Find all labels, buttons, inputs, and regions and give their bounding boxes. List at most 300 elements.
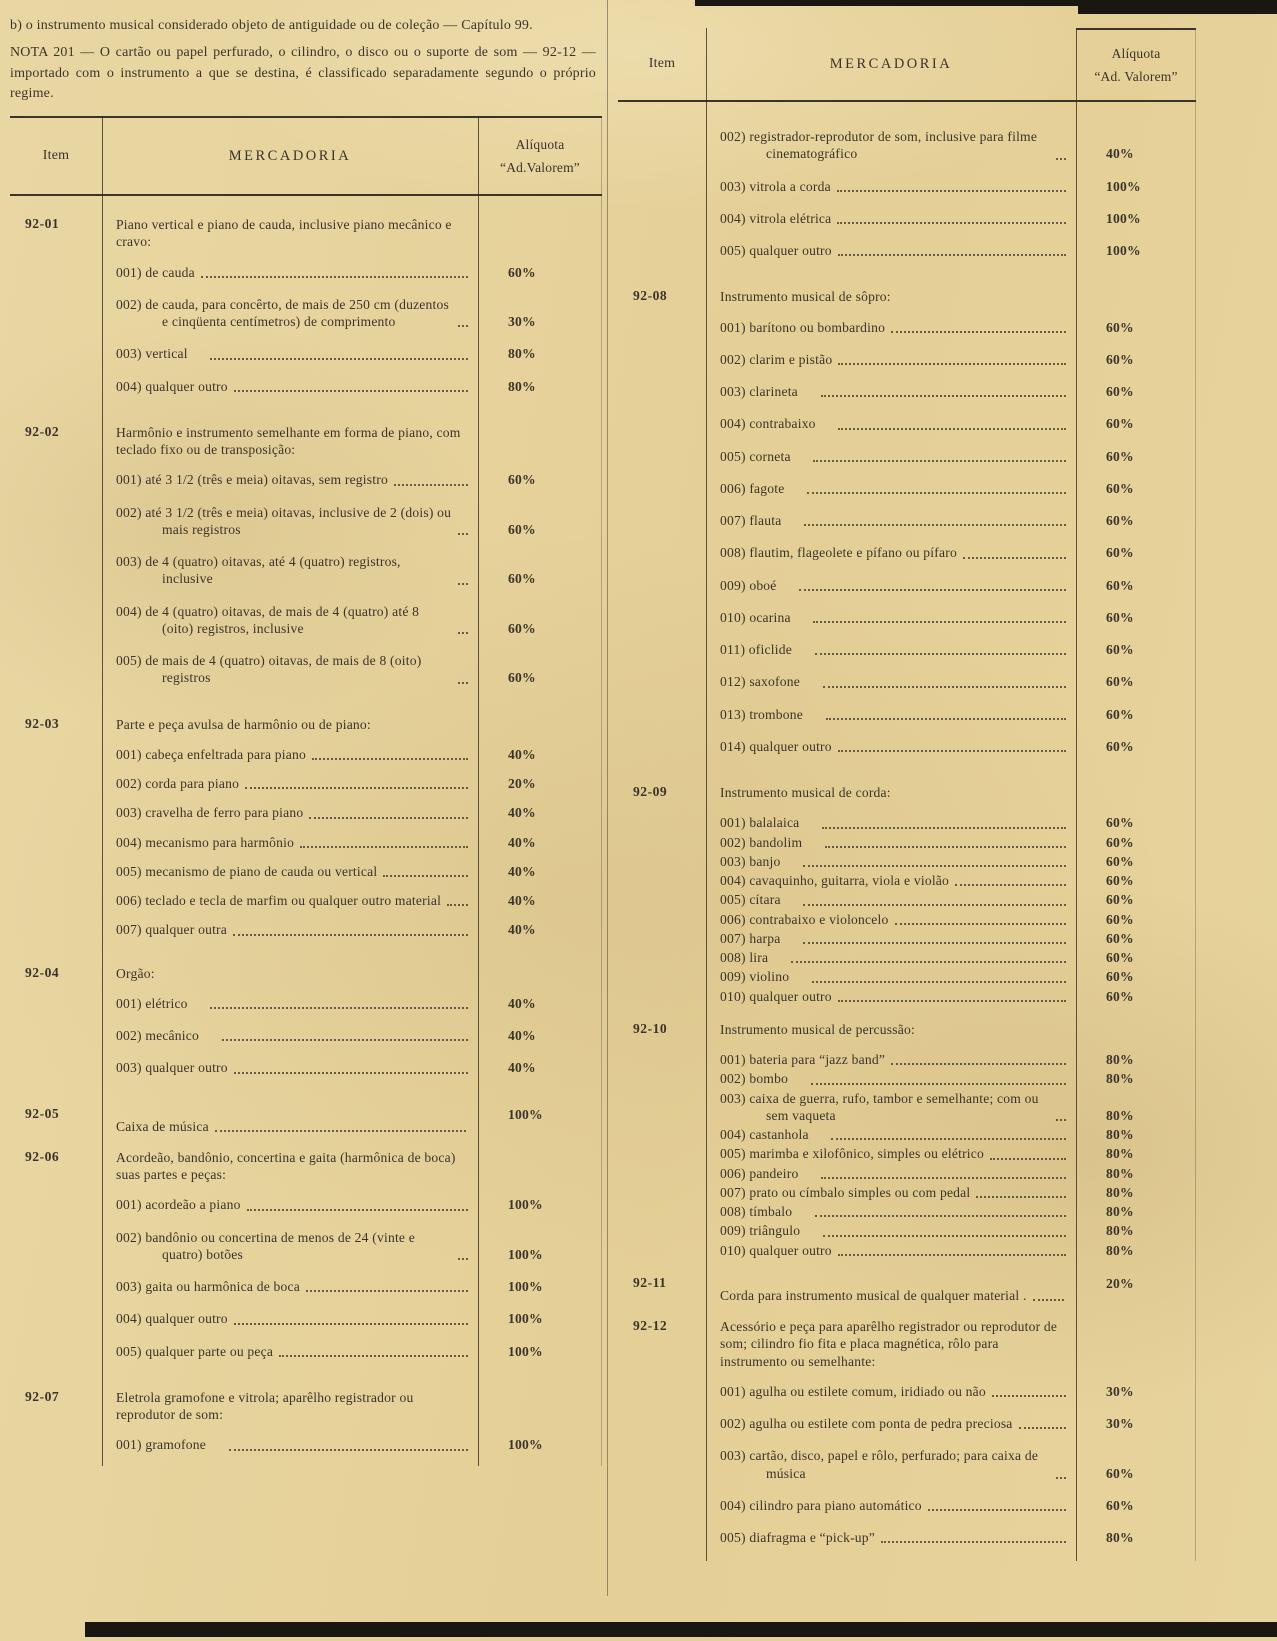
section-title bbox=[706, 1275, 1076, 1304]
aliquota-value: 60% bbox=[508, 571, 536, 587]
tariff-entry bbox=[102, 378, 478, 395]
tariff-entry bbox=[706, 1222, 1076, 1239]
entry-label: 003) clarineta bbox=[720, 384, 798, 399]
dot-leader bbox=[815, 653, 1066, 655]
dot-leader bbox=[813, 621, 1066, 623]
entry-label: 002) bandolim bbox=[720, 834, 803, 850]
entry-label: 008) lira bbox=[720, 950, 769, 965]
tariff-entry bbox=[706, 1145, 1076, 1162]
dot-leader bbox=[838, 750, 1066, 752]
entry-label: 003) banjo bbox=[720, 853, 781, 869]
aliquota-value: 40% bbox=[508, 834, 536, 850]
aliquota-value: 30% bbox=[508, 314, 536, 330]
scan-edge-artifact-bottom bbox=[85, 1622, 1277, 1637]
dot-leader bbox=[234, 1072, 468, 1074]
item-number: 92-09 bbox=[633, 784, 668, 799]
entry-label: 002) clarim e pistão bbox=[720, 351, 833, 367]
tariff-entry bbox=[102, 892, 478, 909]
aliquota-value: 80% bbox=[1106, 1184, 1134, 1200]
entry-label: 001) de cauda bbox=[116, 264, 195, 280]
header-item: Item bbox=[42, 148, 70, 164]
aliquota-value: 60% bbox=[1106, 988, 1134, 1004]
tariff-entry bbox=[706, 351, 1076, 368]
dot-leader bbox=[300, 846, 468, 848]
dot-leader bbox=[279, 1355, 468, 1357]
dot-leader bbox=[803, 865, 1066, 867]
aliquota-value: 40% bbox=[508, 893, 536, 909]
column-rule-right-edge bbox=[1195, 28, 1196, 1561]
dot-leader bbox=[976, 1196, 1066, 1198]
dot-leader bbox=[837, 222, 1066, 224]
entry-label: 001) agulha ou estilete comum, iridiado ou não bbox=[720, 1383, 986, 1399]
section-title: Instrumento musical de percussão: bbox=[720, 1021, 915, 1037]
entry-label: 010) ocarina bbox=[720, 609, 791, 625]
dot-leader bbox=[838, 1254, 1066, 1256]
entry-label: 001) cabeça enfeltrada para piano bbox=[116, 746, 307, 762]
section-title: Acessório e peça para aparêlho registrador ou reprodutor de som; cilindro fio fita e placa magnética, rôlo para instrumento ou semelhante: bbox=[720, 1319, 1058, 1369]
tariff-entry bbox=[102, 296, 478, 331]
aliquota-value: 60% bbox=[1106, 545, 1134, 561]
tariff-entry bbox=[706, 415, 1076, 432]
entry-label: 006) contrabaixo e violoncelo bbox=[720, 911, 889, 927]
entry-label: 007) harpa bbox=[720, 930, 781, 946]
dot-leader bbox=[234, 390, 468, 392]
tariff-entry bbox=[706, 738, 1076, 755]
entry-label: 005) mecanismo de piano de cauda ou vertical bbox=[116, 863, 378, 879]
dot-leader bbox=[215, 1130, 466, 1132]
aliquota-value: 40% bbox=[508, 863, 536, 879]
tariff-entry bbox=[706, 1165, 1076, 1182]
aliquota-value: 100% bbox=[1106, 210, 1141, 226]
aliquota-value: 60% bbox=[1106, 892, 1134, 908]
dot-leader bbox=[306, 1290, 468, 1292]
entry-label: 001) elétrico bbox=[116, 995, 188, 1011]
tariff-entry bbox=[706, 1184, 1076, 1201]
tariff-entry bbox=[102, 264, 478, 281]
item-number: 92-05 bbox=[25, 1105, 60, 1121]
aliquota-value: 20% bbox=[508, 776, 536, 792]
aliquota-value: 60% bbox=[1106, 351, 1134, 367]
aliquota-value: 100% bbox=[1106, 243, 1141, 258]
tariff-entry bbox=[102, 1196, 478, 1213]
dot-leader bbox=[803, 904, 1066, 906]
tariff-section bbox=[10, 1106, 602, 1135]
tariff-entry bbox=[706, 1070, 1076, 1087]
aliquota-value: 100% bbox=[508, 1343, 543, 1359]
tariff-entry bbox=[102, 746, 478, 763]
aliquota-value: 80% bbox=[1106, 1530, 1134, 1545]
aliquota-value: 80% bbox=[1106, 1165, 1134, 1181]
dot-leader bbox=[383, 875, 468, 877]
header-item: Item bbox=[648, 56, 676, 71]
item-number: 92-07 bbox=[25, 1388, 60, 1404]
item-number: 92-04 bbox=[25, 964, 60, 980]
tariff-entry bbox=[706, 1051, 1076, 1068]
entry-label: 002) agulha ou estilete com ponta de pedra preciosa bbox=[720, 1416, 1013, 1431]
entry-label: 009) triângulo bbox=[720, 1223, 801, 1239]
aliquota-value: 60% bbox=[508, 521, 536, 537]
aliquota-value: 100% bbox=[508, 1246, 543, 1262]
table-body-right bbox=[618, 102, 1196, 1561]
dot-leader bbox=[815, 1215, 1066, 1217]
aliquota-value: 60% bbox=[1106, 853, 1134, 869]
aliquota-value: 80% bbox=[1106, 1127, 1134, 1142]
tariff-entry bbox=[706, 930, 1076, 947]
tariff-entry bbox=[706, 480, 1076, 497]
dot-leader bbox=[312, 758, 468, 760]
item-number: 92-01 bbox=[25, 216, 60, 232]
aliquota-value: 80% bbox=[1106, 1071, 1134, 1087]
aliquota-value: 60% bbox=[508, 472, 536, 488]
tariff-entry bbox=[706, 544, 1076, 561]
tariff-section bbox=[618, 1318, 1196, 1561]
tariff-entry bbox=[706, 319, 1076, 336]
aliquota-value: 60% bbox=[1106, 642, 1134, 657]
entry-label: 001) barítono ou bombardino bbox=[720, 319, 886, 335]
entry-label: 005) corneta bbox=[720, 448, 791, 464]
tariff-section bbox=[10, 965, 602, 1092]
section-title: Piano vertical e piano de cauda, inclusive piano mecânico e cravo: bbox=[116, 217, 452, 250]
aliquota-value: 60% bbox=[1106, 513, 1134, 528]
dot-leader bbox=[992, 1395, 1066, 1397]
entry-label: 004) qualquer outro bbox=[116, 1311, 228, 1327]
tariff-entry bbox=[706, 872, 1076, 889]
dot-leader bbox=[807, 492, 1066, 494]
entry-label: 009) oboé bbox=[720, 577, 777, 593]
tariff-entry bbox=[102, 804, 478, 821]
left-column bbox=[10, 16, 602, 1480]
aliquota-value: 100% bbox=[508, 1279, 543, 1295]
entry-label: 004) vitrola elétrica bbox=[720, 210, 832, 226]
section-title: Orgão: bbox=[116, 965, 155, 981]
tariff-entry bbox=[706, 706, 1076, 723]
table-body-left bbox=[10, 196, 602, 1466]
aliquota-value: 60% bbox=[1106, 1497, 1134, 1513]
dot-leader bbox=[458, 583, 468, 585]
aliquota-value: 80% bbox=[1106, 1052, 1134, 1067]
section-title: Acordeão, bandônio, concertina e gaita (harmônica de boca) suas partes e peças: bbox=[116, 1149, 456, 1183]
tariff-section bbox=[10, 424, 602, 702]
entry-label: 004) qualquer outro bbox=[116, 378, 228, 394]
scan-edge-artifact-top-right bbox=[1078, 0, 1277, 14]
entry-label: 003) qualquer outro bbox=[116, 1060, 228, 1076]
entry-label: 003) cartão, disco, papel e rôlo, perfurado; para caixa de música bbox=[720, 1448, 1039, 1481]
tariff-entry bbox=[102, 1310, 478, 1327]
tariff-entry bbox=[102, 995, 478, 1012]
aliquota-value: 30% bbox=[1106, 1416, 1134, 1431]
tariff-section bbox=[10, 716, 602, 951]
entry-label: 003) gaita ou harmônica de boca bbox=[116, 1279, 300, 1295]
dot-leader bbox=[210, 358, 468, 360]
dot-leader bbox=[1056, 158, 1066, 160]
tariff-entry bbox=[706, 577, 1076, 594]
aliquota-value: 60% bbox=[1106, 448, 1134, 464]
aliquota-value: 60% bbox=[1106, 706, 1134, 722]
dot-leader bbox=[838, 428, 1066, 430]
dot-leader bbox=[837, 190, 1066, 192]
aliquota-value: 80% bbox=[1106, 1204, 1134, 1219]
entry-label: 009) violino bbox=[720, 969, 790, 985]
tariff-entry bbox=[102, 1343, 478, 1360]
table-header-right bbox=[618, 28, 1196, 102]
aliquota-value: 60% bbox=[1106, 577, 1134, 593]
dot-leader bbox=[1019, 1427, 1066, 1429]
entry-label: 006) fagote bbox=[720, 480, 785, 496]
tariff-entry bbox=[706, 1242, 1076, 1259]
tariff-table-right bbox=[618, 28, 1196, 1561]
dot-leader bbox=[813, 460, 1066, 462]
tariff-entry bbox=[706, 1126, 1076, 1143]
dot-leader bbox=[458, 533, 468, 535]
dot-leader bbox=[821, 395, 1066, 397]
section-title: Parte e peça avulsa de harmônio ou de piano: bbox=[116, 716, 371, 732]
aliquota-value: 100% bbox=[508, 1437, 543, 1453]
tariff-section bbox=[10, 216, 602, 410]
dot-leader bbox=[309, 817, 468, 819]
dot-leader bbox=[222, 1039, 468, 1041]
entry-label: 001) gramofone bbox=[116, 1437, 206, 1453]
tariff-section bbox=[10, 1389, 602, 1466]
entry-label: 003) de 4 (quatro) oitavas, até 4 (quatro) registros, inclusive bbox=[116, 554, 401, 587]
dot-leader bbox=[825, 846, 1066, 848]
column-rule-aliquota bbox=[478, 116, 479, 1466]
tariff-entry bbox=[102, 1436, 478, 1453]
aliquota-value: 60% bbox=[1106, 834, 1134, 850]
section-title: Instrumento musical de corda: bbox=[720, 785, 891, 800]
aliquota-value: 40% bbox=[508, 995, 536, 1011]
tariff-entry bbox=[102, 834, 478, 851]
entry-label: 004) cavaquinho, guitarra, viola e violão bbox=[720, 873, 950, 888]
dot-leader bbox=[955, 884, 1066, 886]
dot-leader bbox=[245, 787, 468, 789]
dot-leader bbox=[928, 1509, 1066, 1511]
aliquota-value: 60% bbox=[1106, 930, 1134, 946]
tariff-entry bbox=[706, 949, 1076, 966]
tariff-entry bbox=[706, 673, 1076, 690]
tariff-entry bbox=[706, 448, 1076, 465]
nota-201: NOTA 201 — O cartão ou papel perfurado, o cilindro, o disco ou o suporte de som — 92-12 — importado com o instrumento a que se destina, é classificado separadamente segundo o próprio regime. bbox=[10, 45, 596, 101]
tariff-entry bbox=[706, 178, 1076, 195]
tariff-entry bbox=[706, 1203, 1076, 1220]
entry-label: 010) qualquer outro bbox=[720, 988, 832, 1004]
aliquota-value: 100% bbox=[1106, 178, 1141, 194]
dot-leader bbox=[458, 632, 468, 634]
dot-leader bbox=[799, 589, 1066, 591]
column-rule-item bbox=[706, 28, 707, 1561]
tariff-entry bbox=[706, 242, 1076, 259]
entry-label: 008) tímbalo bbox=[720, 1204, 793, 1219]
tariff-entry bbox=[706, 814, 1076, 831]
aliquota-value: 40% bbox=[508, 746, 536, 762]
entry-label: 005) marimba e xilofônico, simples ou elétrico bbox=[720, 1146, 985, 1162]
entry-label: 005) de mais de 4 (quatro) oitavas, de mais de 8 (oito) registros bbox=[116, 653, 422, 686]
aliquota-value: 60% bbox=[1106, 609, 1134, 625]
header-advalorem-line2: “Ad. Valorem” bbox=[1094, 68, 1178, 84]
tariff-entry bbox=[706, 891, 1076, 908]
tariff-entry bbox=[706, 128, 1076, 163]
aliquota-value: 60% bbox=[1106, 815, 1134, 831]
preamble-notes bbox=[10, 16, 602, 104]
dot-leader bbox=[1056, 1477, 1066, 1479]
entry-label: 001) acordeão a piano bbox=[116, 1197, 241, 1213]
item-number: 92-12 bbox=[633, 1318, 668, 1333]
dot-leader bbox=[791, 961, 1066, 963]
aliquota-value: 40% bbox=[508, 1028, 536, 1044]
entry-label: 013) trombone bbox=[720, 706, 804, 722]
section-title-text: Caixa de música bbox=[116, 1118, 209, 1134]
item-number: 92-06 bbox=[25, 1148, 60, 1164]
tariff-entry bbox=[102, 1027, 478, 1044]
entry-label: 003) vertical bbox=[116, 346, 188, 362]
dot-leader bbox=[821, 1177, 1066, 1179]
column-rule-aliquota bbox=[1076, 28, 1077, 1561]
dot-leader bbox=[1056, 1119, 1066, 1121]
section-title bbox=[102, 1106, 478, 1135]
section-title: Instrumento musical de sôpro: bbox=[720, 289, 891, 305]
aliquota-value: 40% bbox=[508, 805, 536, 821]
tariff-entry bbox=[102, 1278, 478, 1295]
tariff-table-left bbox=[10, 116, 602, 1466]
entry-label: 003) cravelha de ferro para piano bbox=[116, 805, 304, 821]
dot-leader bbox=[891, 1063, 1066, 1065]
entry-label: 002) corda para piano bbox=[116, 776, 240, 792]
aliquota-value: 20% bbox=[1106, 1275, 1134, 1291]
table-header-left bbox=[10, 116, 602, 196]
entry-label: 001) balalaica bbox=[720, 815, 800, 831]
aliquota-value: 80% bbox=[1106, 1242, 1134, 1258]
dot-leader bbox=[838, 363, 1066, 365]
entry-label: 005) qualquer outro bbox=[720, 243, 832, 258]
tariff-entry bbox=[102, 471, 478, 488]
entry-label: 004) de 4 (quatro) oitavas, de mais de 4 (quatro) até 8 (oito) registros, inclusive bbox=[116, 603, 420, 636]
entry-label: 001) até 3 1/2 (três e meia) oitavas, sem registro bbox=[116, 472, 388, 488]
tariff-section bbox=[618, 128, 1196, 274]
aliquota-value: 60% bbox=[1106, 416, 1134, 432]
entry-label: 002) registrador-reprodutor de som, inclusive para filme cinematográfico bbox=[720, 129, 1038, 162]
tariff-entry bbox=[706, 512, 1076, 529]
header-aliquota bbox=[1076, 28, 1196, 100]
tariff-entry bbox=[706, 1447, 1076, 1482]
dot-leader bbox=[201, 276, 468, 278]
dot-leader bbox=[247, 1209, 468, 1211]
entry-label: 007) prato ou címbalo simples ou com pedal bbox=[720, 1184, 971, 1200]
tariff-entry bbox=[102, 504, 478, 539]
dot-leader bbox=[234, 1323, 468, 1325]
header-mercadoria: MERCADORIA bbox=[829, 55, 953, 72]
tariff-entry bbox=[706, 853, 1076, 870]
dot-leader bbox=[826, 718, 1066, 720]
dot-leader bbox=[210, 1007, 468, 1009]
item-number: 92-10 bbox=[633, 1020, 668, 1036]
aliquota-value: 30% bbox=[1106, 1383, 1134, 1399]
entry-label: 004) castanhola bbox=[720, 1127, 809, 1142]
entry-label: 004) cilindro para piano automático bbox=[720, 1497, 922, 1513]
aliquota-value: 60% bbox=[1106, 384, 1134, 399]
aliquota-value: 100% bbox=[508, 1197, 543, 1213]
section-title: Harmônio e instrumento semelhante em forma de piano, com teclado fixo ou de transposição: bbox=[116, 424, 461, 458]
entry-label: 012) saxofone bbox=[720, 674, 800, 690]
entry-label: 003) caixa de guerra, rufo, tambor e semelhante; com ou sem vaqueta bbox=[720, 1090, 1039, 1123]
aliquota-value: 60% bbox=[1106, 911, 1134, 927]
column-rule-right-edge bbox=[601, 116, 602, 1466]
dot-leader bbox=[812, 981, 1066, 983]
dot-leader bbox=[458, 682, 468, 684]
dot-leader bbox=[458, 1258, 468, 1260]
aliquota-value: 60% bbox=[1106, 738, 1134, 754]
header-advalorem-line2: “Ad.Valorem” bbox=[500, 159, 580, 175]
entry-label: 014) qualquer outro bbox=[720, 738, 832, 754]
tariff-entry bbox=[706, 1497, 1076, 1514]
aliquota-value: 60% bbox=[1106, 1465, 1134, 1481]
right-column bbox=[618, 16, 1196, 1575]
entry-label: 006) teclado e tecla de marfim ou qualquer outro material bbox=[116, 893, 442, 909]
tariff-entry bbox=[706, 1383, 1076, 1400]
tariff-entry bbox=[706, 1529, 1076, 1546]
aliquota-value: 60% bbox=[1106, 674, 1134, 690]
tariff-entry bbox=[102, 921, 478, 938]
tariff-section bbox=[618, 288, 1196, 770]
tariff-entry bbox=[102, 863, 478, 880]
aliquota-value: 60% bbox=[1106, 873, 1134, 888]
dot-leader bbox=[823, 1235, 1066, 1237]
dot-leader bbox=[838, 1000, 1066, 1002]
item-number: 92-08 bbox=[633, 288, 668, 304]
item-number bbox=[618, 128, 706, 178]
aliquota-value: 60% bbox=[1106, 950, 1134, 965]
dot-leader bbox=[803, 942, 1066, 944]
header-mercadoria: MERCADORIA bbox=[228, 147, 352, 164]
entry-label: 002) até 3 1/2 (três e meia) oitavas, inclusive de 2 (dois) ou mais registros bbox=[116, 504, 452, 537]
tariff-entry bbox=[706, 968, 1076, 985]
aliquota-value: 60% bbox=[508, 264, 536, 280]
entry-label: 002) mecânico bbox=[116, 1028, 199, 1044]
aliquota-value: 60% bbox=[1106, 480, 1134, 496]
entry-label: 002) de cauda, para concêrto, de mais de 250 cm (duzentos e cinqüenta centímetros) de comprimento bbox=[116, 296, 449, 330]
dot-leader bbox=[394, 484, 468, 486]
tariff-section bbox=[618, 1021, 1196, 1261]
tariff-section bbox=[10, 1149, 602, 1375]
tariff-entry bbox=[706, 911, 1076, 928]
dot-leader bbox=[963, 557, 1066, 559]
aliquota-value: 60% bbox=[1106, 969, 1134, 985]
entry-label: 010) qualquer outro bbox=[720, 1242, 832, 1258]
tariff-entry bbox=[706, 1090, 1076, 1125]
header-aliquota-line1: Alíquota bbox=[1111, 45, 1161, 61]
entry-label: 005) cítara bbox=[720, 892, 781, 908]
dot-leader bbox=[1033, 1299, 1064, 1301]
entry-label: 006) pandeiro bbox=[720, 1165, 799, 1181]
aliquota-value: 100% bbox=[508, 1106, 543, 1122]
aliquota-value: 80% bbox=[508, 346, 536, 362]
aliquota-value: 60% bbox=[508, 670, 536, 686]
tariff-section bbox=[618, 784, 1196, 1007]
header-aliquota-line1: Alíquota bbox=[515, 136, 565, 152]
entry-label: 011) oficlide bbox=[720, 642, 792, 657]
dot-leader bbox=[233, 934, 468, 936]
note-b: b) o instrumento musical considerado objeto de antiguidade ou de coleção — Capítulo 99. bbox=[10, 18, 533, 33]
item-number: 92-11 bbox=[633, 1274, 667, 1290]
tariff-entry bbox=[706, 1415, 1076, 1432]
entry-label: 003) vitrola a corda bbox=[720, 178, 831, 194]
dot-leader bbox=[891, 331, 1066, 333]
dot-leader bbox=[458, 325, 468, 327]
dot-leader bbox=[895, 923, 1067, 925]
tariff-entry bbox=[706, 210, 1076, 227]
dot-leader bbox=[811, 1083, 1066, 1085]
entry-label: 005) qualquer parte ou peça bbox=[116, 1343, 274, 1359]
item-number: 92-02 bbox=[25, 423, 60, 439]
tariff-section bbox=[618, 1275, 1196, 1304]
